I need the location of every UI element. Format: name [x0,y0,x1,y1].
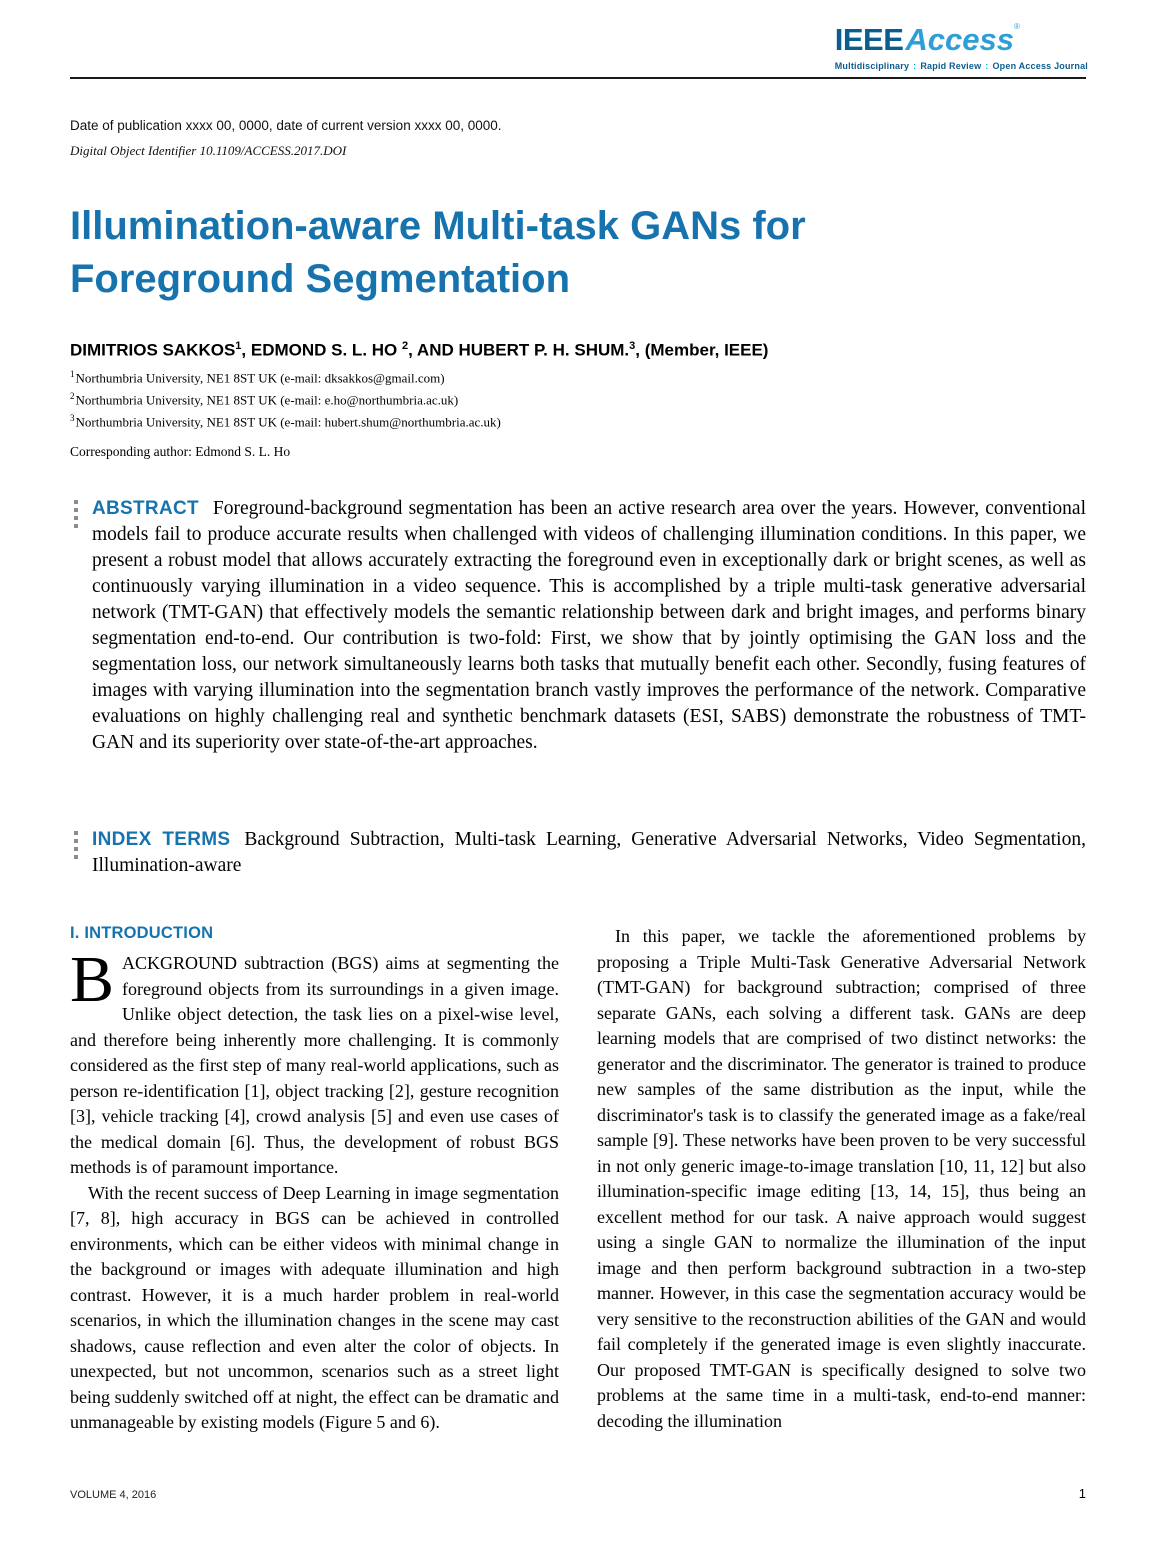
ieee-logo-text: IEEE [834,22,904,57]
affiliation-row [70,367,1086,389]
index-terms-text: Background Subtraction, Multi-task Learning, Generative Adversarial Networks, Video Segmentation, Illumination-aware [92,829,1086,876]
paper-title [70,200,806,306]
index-terms-section [74,827,1086,879]
index-terms-label: INDEX TERMS [92,829,231,850]
paper-title-line2: Foreground Segmentation [70,257,570,302]
journal-masthead [835,22,1088,71]
publication-info [70,118,502,159]
author-name: DIMITRIOS SAKKOS [70,340,236,360]
abstract-label: ABSTRACT [92,498,199,519]
index-terms-marker-dots [74,831,78,863]
page-footer [70,1486,1086,1501]
intro-paragraph-3: In this paper, we tackle the aforementioned problems by proposing a Triple Multi-Task Generative Adversarial Network (TMT-GAN) for background subtraction; comprised of three separate GANs, each solving a different task. GANs are deep learning models that are comprised of two distinct networks: the generator and the discriminator. The generator is trained to produce new samples of the same distribution as the input, while the discriminator's task is to classify the generated image as a fake/real sample [9]. These networks have been proven to be very successful in not only generic image-to-image translation [10, 11, 12] but also illumination-specific image editing [13, 14, 15], thus being an excellent method for our task. A naive approach would suggest using a single GAN to normalize the illumination of the input image and then perform background subtraction in a two-step manner. However, in this case the segmentation accuracy would be very sensitive to the reconstruction abilities of the GAN and would fail completely if the generated image is even slightly inaccurate. Our proposed TMT-GAN is specifically designed to solve two problems at the same time in a multi-task, end-to-end manner: decoding the illumination [597,926,1086,1431]
tagline-separator-icon: : [913,61,917,71]
affiliation-mark: 1 [70,368,75,379]
header-rule [70,77,1086,79]
author-name: , AND HUBERT P. H. SHUM. [408,340,630,360]
affiliation-text: Northumbria University, NE1 8ST UK (e-mail: dksakkos@gmail.com) [75,369,445,385]
ieee-access-logo [835,22,1088,58]
tagline-part: Open Access Journal [992,61,1088,71]
author-names [70,340,1086,361]
tagline-separator-icon: : [985,61,989,71]
affiliation-mark: 2 [70,390,75,401]
affiliations [70,367,1086,433]
affiliation-mark: 3 [70,412,75,423]
abstract-section [74,496,1086,756]
intro-paragraph-1 [70,943,559,1181]
journal-tagline [835,61,1088,71]
intro-paragraph-2: With the recent success of Deep Learning in image segmentation [7, 8], high accuracy in BGS can be achieved in controlled environments, which can be either videos with minimal change in the background or images with adequate illumination and high contrast. However, it is a much harder problem in real-world scenarios, in which the illumination changes in the scene may cast shadows, cause reflection and even alter the color of objects. In unexpected, but not uncommon, scenarios such as a street light being suddenly switched off at night, the effect can be dramatic and unmanageable by existing models (Figure 5 and 6). [70,1182,559,1432]
corresponding-author-line: Corresponding author: Edmond S. L. Ho [70,444,291,460]
right-column [597,924,1086,1436]
left-column [70,924,559,1436]
abstract-text: Foreground-background segmentation has been an active research area over the years. However, conventional models fail to produce accurate results when challenged with videos of challenging illumination conditions. In this paper, we present a robust model that allows accurately extracting the foreground even in exceptionally dark or bright scenes, as well as continuously varying illumination in a video sequence. This is accomplished by a triple multi-task generative adversarial network (TMT-GAN) that effectively models the semantic relationship between dark and bright images, and performs binary segmentation end-to-end. Our contribution is two-fold: First, we show that by jointly optimising the GAN loss and the segmentation loss, our network simultaneously learns both tasks that mutually benefit each other. Secondly, fusing features of images with varying illumination into the segmentation branch vastly improves the performance of the network. Comparative evaluations on highly challenging real and synthetic benchmark datasets (ESI, SABS) demonstrate the robustness of TMT-GAN and its superiority over state-of-the-art approaches. [92,498,1086,753]
section-heading-introduction: I. INTRODUCTION [70,924,214,942]
author-name: , EDMOND S. L. HO [241,340,402,360]
access-logo-text: Access [905,22,1014,57]
doi-line: Digital Object Identifier 10.1109/ACCESS.2017.DOI [70,143,347,158]
tagline-part: Rapid Review [920,61,982,71]
affiliation-text: Northumbria University, NE1 8ST UK (e-mail: hubert.shum@northumbria.ac.uk) [75,414,501,430]
abstract-marker-dots [74,500,78,532]
page-number: 1 [1078,1486,1086,1501]
drop-cap: B [70,943,115,1016]
affiliation-text: Northumbria University, NE1 8ST UK (e-mail: e.ho@northumbria.ac.uk) [75,392,459,408]
abstract-paragraph [92,496,1086,756]
affiliation-row [70,411,1086,433]
footer-volume-text: VOLUME 4, 2016 [70,1489,157,1501]
author-affiliation-mark: 3 [629,340,636,352]
tagline-part: Multidisciplinary [834,61,910,71]
body-columns [70,924,1086,1436]
author-block [70,340,1086,460]
intro-paragraph-1-text: ACKGROUND subtraction (BGS) aims at segmenting the foreground objects from its surroundings in a given image. Unlike object detection, the task lies on a pixel-wise level, and therefore being inherently more challenging. It is commonly considered as the first step of many real-world applications, such as person re-identification [1], object tracking [2], gesture recognition [3], vehicle tracking [4], crowd analysis [5] and even use cases of the medical domain [6]. Thus, the development of robust BGS methods is of paramount importance. [70,953,559,1177]
paper-title-line1: Illumination-aware Multi-task GANs for [70,204,806,248]
author-membership: , (Member, IEEE) [635,340,769,360]
author-affiliation-mark: 2 [401,340,409,352]
registered-trademark-icon: ® [1013,22,1020,31]
index-terms-paragraph [92,827,1086,879]
author-affiliation-mark: 1 [235,340,242,352]
affiliation-row [70,389,1086,411]
publication-date-line: Date of publication xxxx 00, 0000, date of current version xxxx 00, 0000. [70,118,502,133]
